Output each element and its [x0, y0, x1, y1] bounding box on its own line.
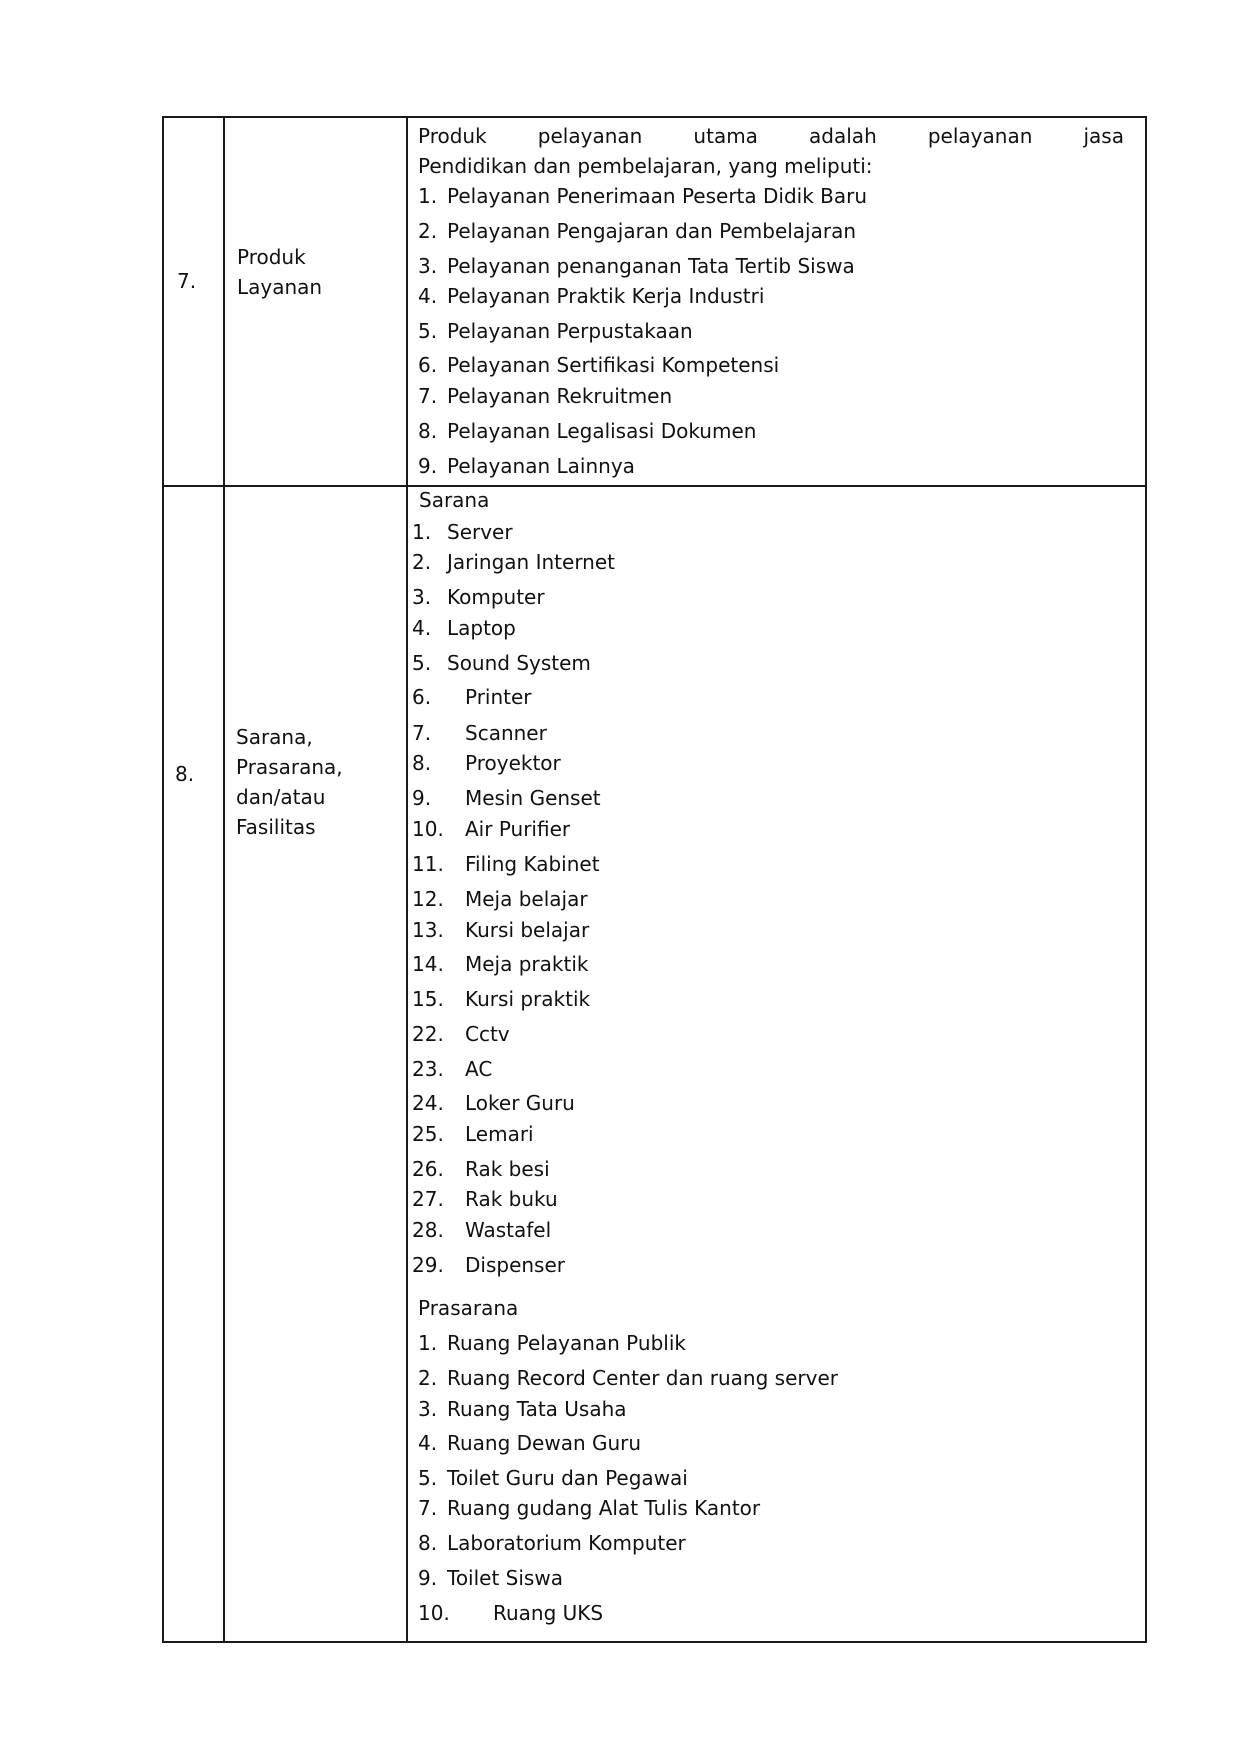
intro-word: pelayanan [537, 124, 643, 148]
service-item-text: Pelayanan Pengajaran dan Pembelajaran [447, 219, 857, 243]
sarana-item-text: Scanner [465, 721, 547, 745]
sarana-item-text: Komputer [447, 585, 545, 609]
sarana-item-text: Air Purifier [465, 817, 571, 841]
sarana-item-number: 23. [412, 1057, 444, 1081]
row-label-line: dan/atau [236, 785, 326, 809]
sarana-item-text: Rak besi [465, 1157, 550, 1181]
service-item-number: 2. [418, 219, 438, 243]
intro-word: Produk [418, 124, 487, 148]
sarana-item-number: 7. [412, 721, 432, 745]
sarana-item-number: 9. [412, 786, 432, 810]
prasarana-item-text: Ruang Record Center dan ruang server [447, 1366, 838, 1390]
sarana-item-number: 13. [412, 918, 444, 942]
row-label-line: Sarana, [236, 725, 313, 749]
prasarana-item-number: 5. [418, 1466, 438, 1490]
sarana-item-text: Loker Guru [465, 1091, 575, 1115]
row-label-line: Fasilitas [236, 815, 316, 839]
row-number: 8. [175, 762, 195, 786]
intro-paragraph-line-1 [418, 124, 1124, 148]
sarana-item-number: 27. [412, 1187, 444, 1211]
sarana-item-text: Server [447, 520, 513, 544]
service-item-text: Pelayanan penanganan Tata Tertib Siswa [447, 254, 855, 278]
row-label-line: Layanan [237, 275, 323, 299]
service-item-number: 9. [418, 454, 438, 478]
sarana-item-number: 8. [412, 751, 432, 775]
sarana-item-number: 24. [412, 1091, 444, 1115]
sarana-item-text: Rak buku [465, 1187, 558, 1211]
sarana-item-number: 4. [412, 616, 432, 640]
sarana-item-text: Proyektor [465, 751, 561, 775]
prasarana-item-text: Ruang UKS [493, 1601, 604, 1625]
service-item-number: 8. [418, 419, 438, 443]
row-divider [162, 485, 1147, 487]
prasarana-item-text: Toilet Guru dan Pegawai [447, 1466, 688, 1490]
sarana-item-number: 3. [412, 585, 432, 609]
prasarana-item-text: Ruang Tata Usaha [447, 1397, 627, 1421]
service-item-text: Pelayanan Perpustakaan [447, 319, 693, 343]
sarana-item-number: 10. [412, 817, 444, 841]
sarana-item-text: Jaringan Internet [447, 550, 616, 574]
prasarana-item-text: Ruang Dewan Guru [447, 1431, 642, 1455]
intro-word: jasa [1083, 124, 1124, 148]
service-item-number: 6. [418, 353, 438, 377]
sarana-item-number: 2. [412, 550, 432, 574]
column-divider-1 [223, 116, 225, 1643]
prasarana-item-text: Ruang Pelayanan Publik [447, 1331, 686, 1355]
sarana-item-text: Kursi praktik [465, 987, 591, 1011]
prasarana-heading: Prasarana [418, 1296, 519, 1320]
sarana-item-text: Printer [465, 685, 532, 709]
sarana-item-text: Meja belajar [465, 887, 588, 911]
sarana-item-number: 15. [412, 987, 444, 1011]
service-item-text: Pelayanan Penerimaan Peserta Didik Baru [447, 184, 868, 208]
sarana-item-number: 29. [412, 1253, 444, 1277]
prasarana-item-number: 8. [418, 1531, 438, 1555]
column-divider-2 [406, 116, 408, 1643]
sarana-item-text: Mesin Genset [465, 786, 601, 810]
row-number: 7. [177, 269, 197, 293]
sarana-item-text: Meja praktik [465, 952, 589, 976]
prasarana-item-number: 7. [418, 1496, 438, 1520]
prasarana-item-text: Ruang gudang Alat Tulis Kantor [447, 1496, 761, 1520]
service-item-number: 3. [418, 254, 438, 278]
service-item-text: Pelayanan Sertifikasi Kompetensi [447, 353, 780, 377]
sarana-item-number: 11. [412, 852, 444, 876]
sarana-item-number: 22. [412, 1022, 444, 1046]
sarana-item-text: Cctv [465, 1022, 510, 1046]
services-table [162, 116, 1147, 1643]
sarana-item-number: 6. [412, 685, 432, 709]
sarana-item-number: 5. [412, 651, 432, 675]
sarana-item-text: Laptop [447, 616, 516, 640]
service-item-text: Pelayanan Praktik Kerja Industri [447, 284, 765, 308]
prasarana-item-number: 10. [418, 1601, 450, 1625]
prasarana-item-number: 4. [418, 1431, 438, 1455]
service-item-number: 4. [418, 284, 438, 308]
prasarana-item-number: 1. [418, 1331, 438, 1355]
sarana-item-text: Sound System [447, 651, 591, 675]
prasarana-item-text: Toilet Siswa [447, 1566, 563, 1590]
intro-word: utama [693, 124, 758, 148]
sarana-item-number: 1. [412, 520, 432, 544]
intro-word: adalah [809, 124, 877, 148]
service-item-text: Pelayanan Rekruitmen [447, 384, 673, 408]
service-item-number: 1. [418, 184, 438, 208]
service-item-number: 7. [418, 384, 438, 408]
prasarana-item-number: 2. [418, 1366, 438, 1390]
sarana-item-number: 12. [412, 887, 444, 911]
row-label-line: Prasarana, [236, 755, 343, 779]
sarana-heading: Sarana [419, 488, 490, 512]
sarana-item-text: AC [465, 1057, 493, 1081]
prasarana-item-number: 3. [418, 1397, 438, 1421]
sarana-item-number: 14. [412, 952, 444, 976]
service-item-text: Pelayanan Lainnya [447, 454, 635, 478]
service-item-number: 5. [418, 319, 438, 343]
sarana-item-text: Kursi belajar [465, 918, 590, 942]
sarana-item-number: 28. [412, 1218, 444, 1242]
prasarana-item-text: Laboratorium Komputer [447, 1531, 686, 1555]
sarana-item-number: 25. [412, 1122, 444, 1146]
service-item-text: Pelayanan Legalisasi Dokumen [447, 419, 757, 443]
prasarana-item-number: 9. [418, 1566, 438, 1590]
sarana-item-text: Dispenser [465, 1253, 565, 1277]
intro-paragraph-line-2: Pendidikan dan pembelajaran, yang meliputi: [418, 154, 873, 178]
sarana-item-text: Wastafel [465, 1218, 552, 1242]
intro-word: pelayanan [927, 124, 1033, 148]
sarana-item-text: Lemari [465, 1122, 534, 1146]
sarana-item-text: Filing Kabinet [465, 852, 600, 876]
sarana-item-number: 26. [412, 1157, 444, 1181]
row-label-line: Produk [237, 245, 306, 269]
